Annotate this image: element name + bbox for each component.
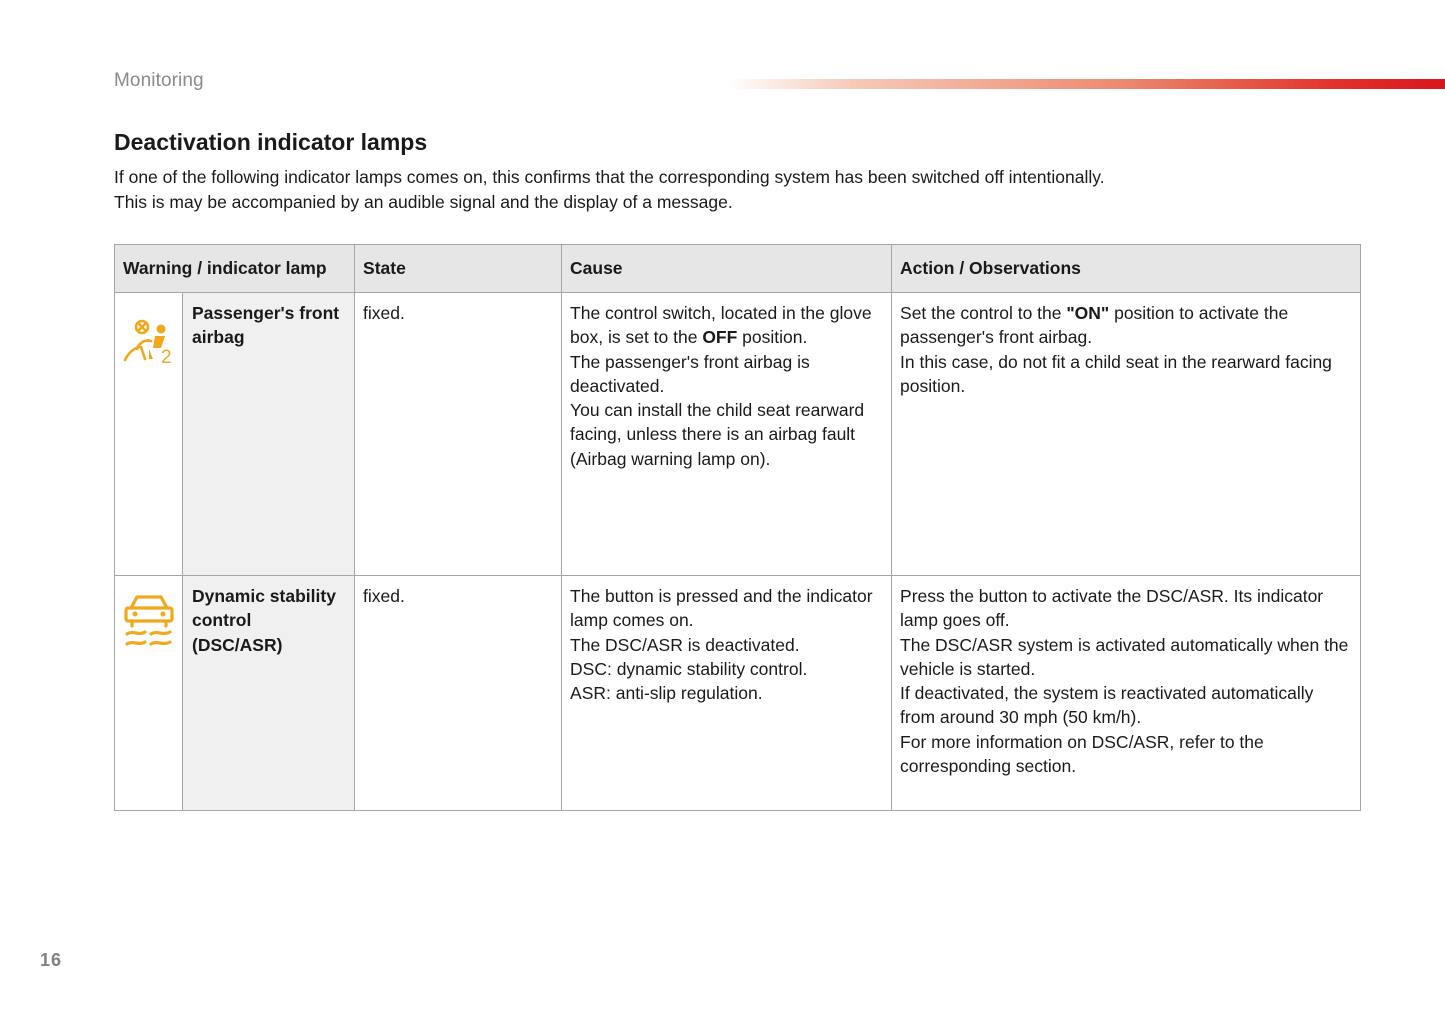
lamp-state: fixed. (355, 576, 562, 811)
lamp-name: Dynamic stability control (DSC/ASR) (183, 576, 355, 811)
intro-text (114, 165, 1314, 214)
lamp-cause (562, 293, 892, 576)
cause-line: The control switch, located in the glove box, is set to the OFF position. (570, 303, 872, 348)
intro-line: This is may be accompanied by an audible signal and the display of a message. (114, 191, 733, 212)
cause-line: The DSC/ASR is deactivated. (570, 634, 800, 655)
passenger-airbag-off-icon (123, 319, 175, 365)
table-header-row (115, 245, 1361, 293)
header-accent-bar (725, 79, 1445, 89)
page-number: 16 (40, 950, 63, 970)
cause-line: You can install the child seat rearward facing, unless there is an airbag fault (Airbag warning lamp on). (570, 400, 865, 469)
header-warning-lamp: Warning / indicator lamp (115, 245, 355, 293)
page-title: Deactivation indicator lamps (114, 129, 428, 155)
intro-line: If one of the following indicator lamps comes on, this confirms that the corresponding system has been switched off intentionally. (114, 167, 1105, 187)
section-label: Monitoring (114, 70, 204, 91)
lamp-state: fixed. (355, 293, 562, 576)
action-line: Press the button to activate the DSC/ASR. Its indicator lamp goes off. (900, 586, 1324, 631)
header-state: State (355, 245, 562, 293)
action-line: For more information on DSC/ASR, refer to the corresponding section. (900, 731, 1264, 777)
dsc-asr-icon (123, 592, 175, 648)
on-keyword: "ON" (1066, 303, 1110, 323)
off-keyword: OFF (702, 327, 738, 348)
table-row (115, 293, 1361, 576)
table-row (115, 576, 1361, 811)
action-line: If deactivated, the system is reactivated automatically from around 30 mph (50 km/h). (900, 683, 1314, 728)
lamp-action (892, 576, 1361, 811)
indicator-lamp-table (114, 244, 1361, 811)
action-line: In this case, do not fit a child seat in the rearward facing position. (900, 351, 1332, 396)
cause-line: DSC: dynamic stability control. (570, 658, 808, 679)
lamp-action (892, 293, 1361, 576)
lamp-icon-cell (115, 576, 183, 811)
lamp-icon-cell (115, 293, 183, 576)
svg-text:2: 2 (160, 347, 172, 365)
action-line: Set the control to the "ON" position to activate the passenger's front airbag. (900, 303, 1289, 348)
cause-line: ASR: anti-slip regulation. (570, 683, 763, 704)
action-line: The DSC/ASR system is activated automatically when the vehicle is started. (900, 634, 1349, 679)
cause-line: The passenger's front airbag is deactivated. (570, 351, 810, 396)
lamp-cause (562, 576, 892, 811)
cause-line: The button is pressed and the indicator lamp comes on. (570, 586, 873, 631)
lamp-name: Passenger's front airbag (183, 293, 355, 576)
header-cause: Cause (562, 245, 892, 293)
header-action: Action / Observations (892, 245, 1361, 293)
